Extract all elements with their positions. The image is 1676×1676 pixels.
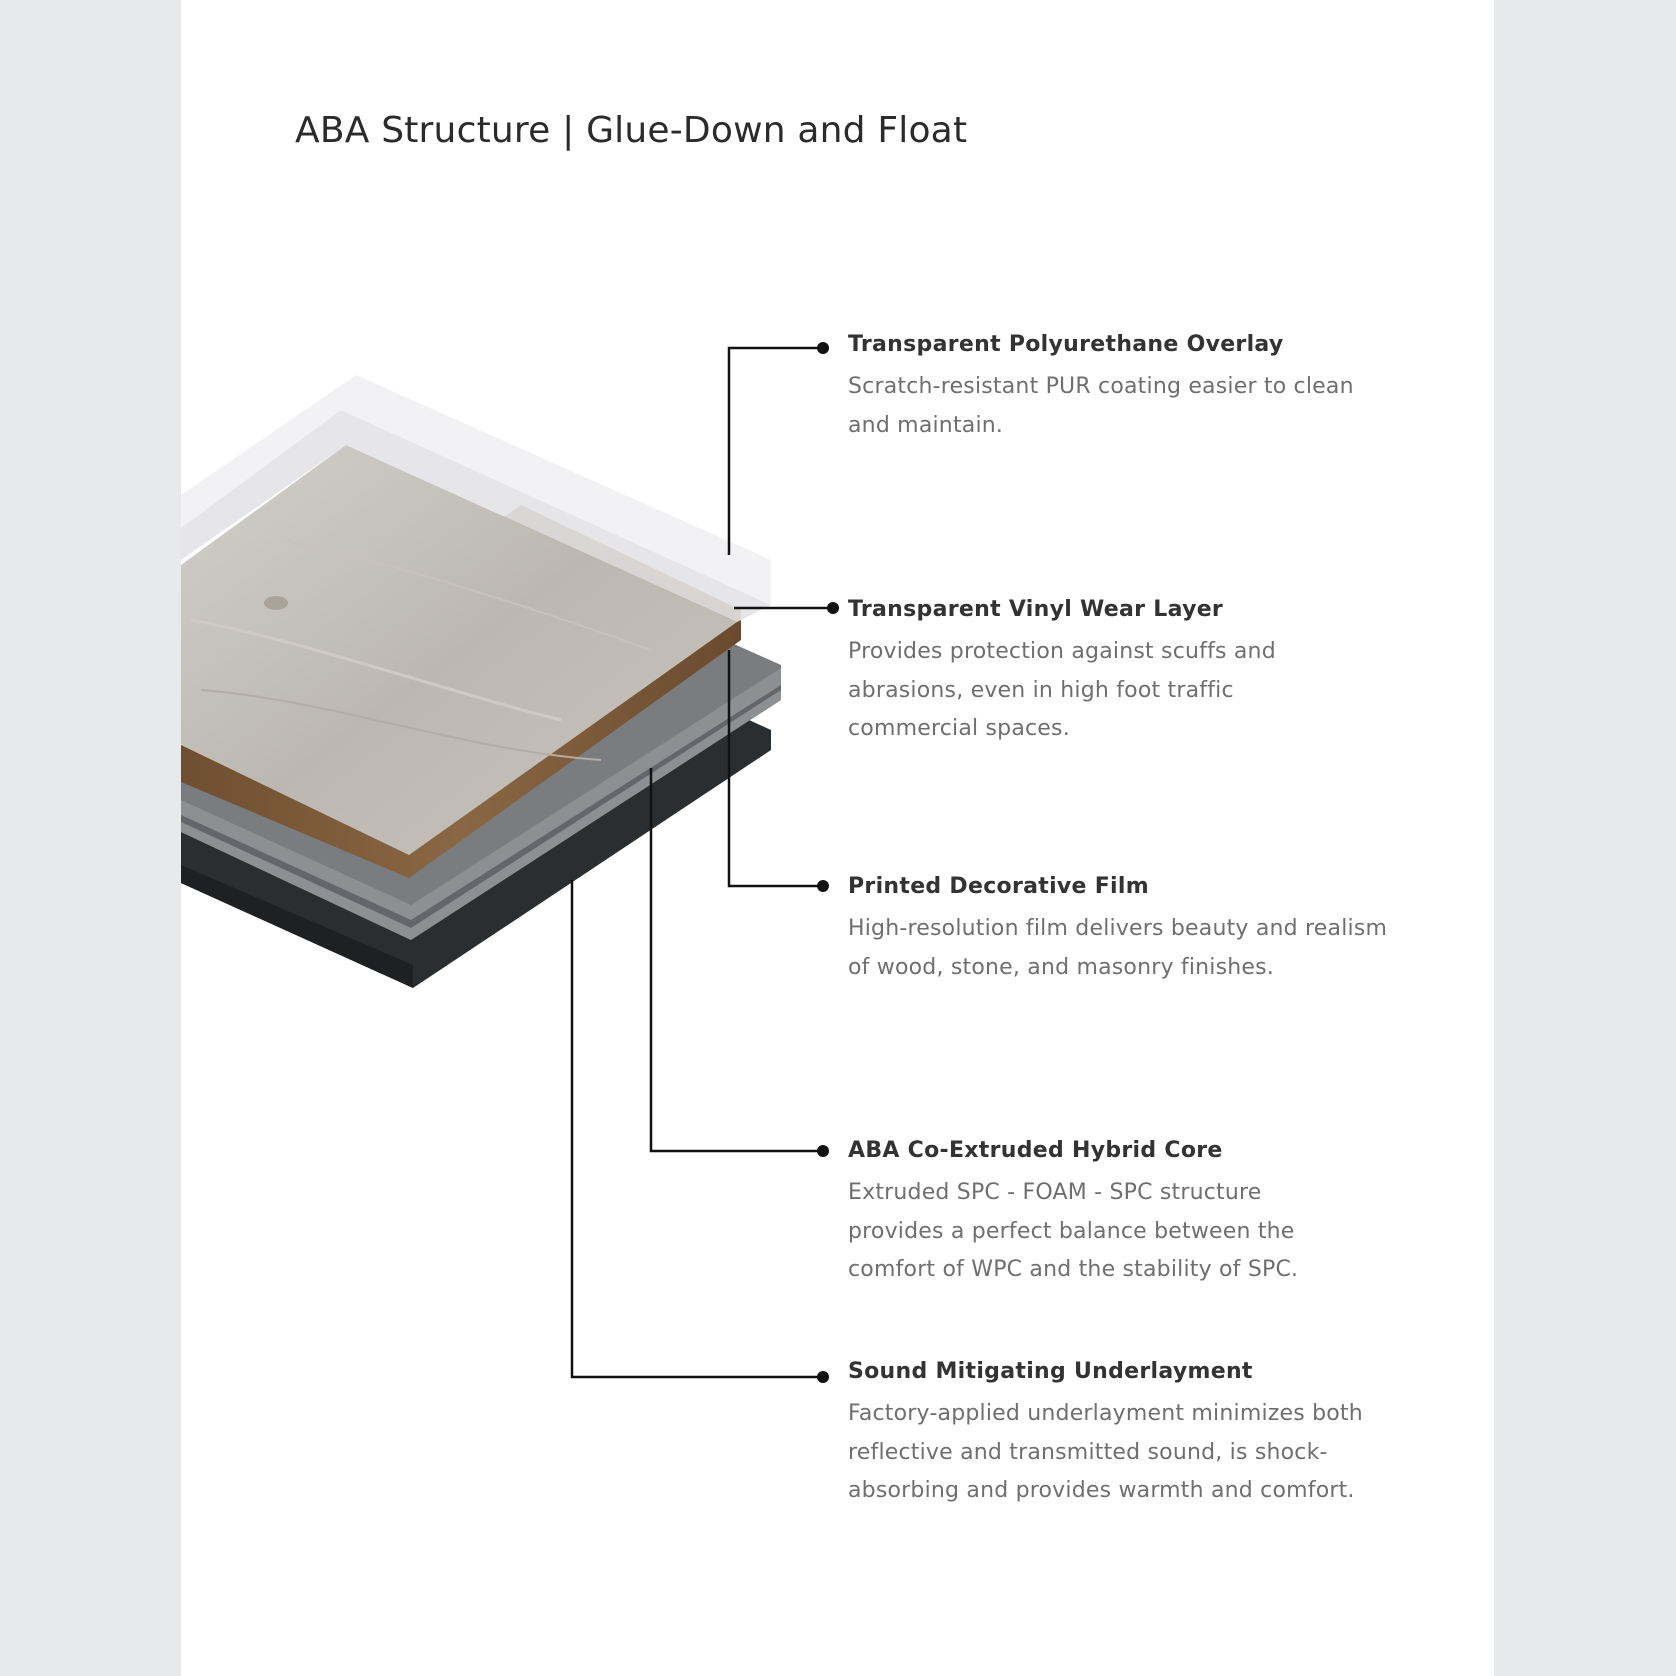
callout-wear-title: Transparent Vinyl Wear Layer xyxy=(848,597,1224,622)
callout-overlay-description: Scratch-resistant PUR coating easier to clean and maintain. xyxy=(848,374,1354,438)
callout-decor-description: High-resolution film delivers beauty and realism of wood, stone, and masonry finishes. xyxy=(848,916,1388,980)
callout-underlayment xyxy=(848,1357,1408,1511)
callout-core xyxy=(848,1136,1408,1290)
callout-wear xyxy=(848,595,1408,749)
callout-core-title: ABA Co-Extruded Hybrid Core xyxy=(848,1138,1223,1163)
callout-underlayment-description: Factory-applied underlayment minimizes both reflective and transmitted sound, is shock-absorbing and provides warmth and comfort. xyxy=(848,1401,1363,1503)
leader-line-underlayment xyxy=(572,880,821,1377)
callout-decor xyxy=(848,872,1408,987)
page-title: ABA Structure | Glue-Down and Float xyxy=(295,110,968,151)
callout-decor-title: Printed Decorative Film xyxy=(848,874,1149,899)
callout-overlay xyxy=(848,330,1408,445)
callout-wear-description: Provides protection against scuffs and abrasions, even in high foot traffic commercial spaces. xyxy=(848,639,1276,741)
leader-dots xyxy=(817,342,839,1383)
callout-overlay-title: Transparent Polyurethane Overlay xyxy=(848,332,1284,357)
page xyxy=(181,0,1494,1676)
leader-line-overlay xyxy=(729,348,821,555)
callout-core-description: Extruded SPC - FOAM - SPC structure provides a perfect balance between the comfort of WPC and the stability of SPC. xyxy=(848,1180,1299,1282)
callout-underlayment-title: Sound Mitigating Underlayment xyxy=(848,1359,1253,1384)
leader-line-core xyxy=(651,768,821,1151)
